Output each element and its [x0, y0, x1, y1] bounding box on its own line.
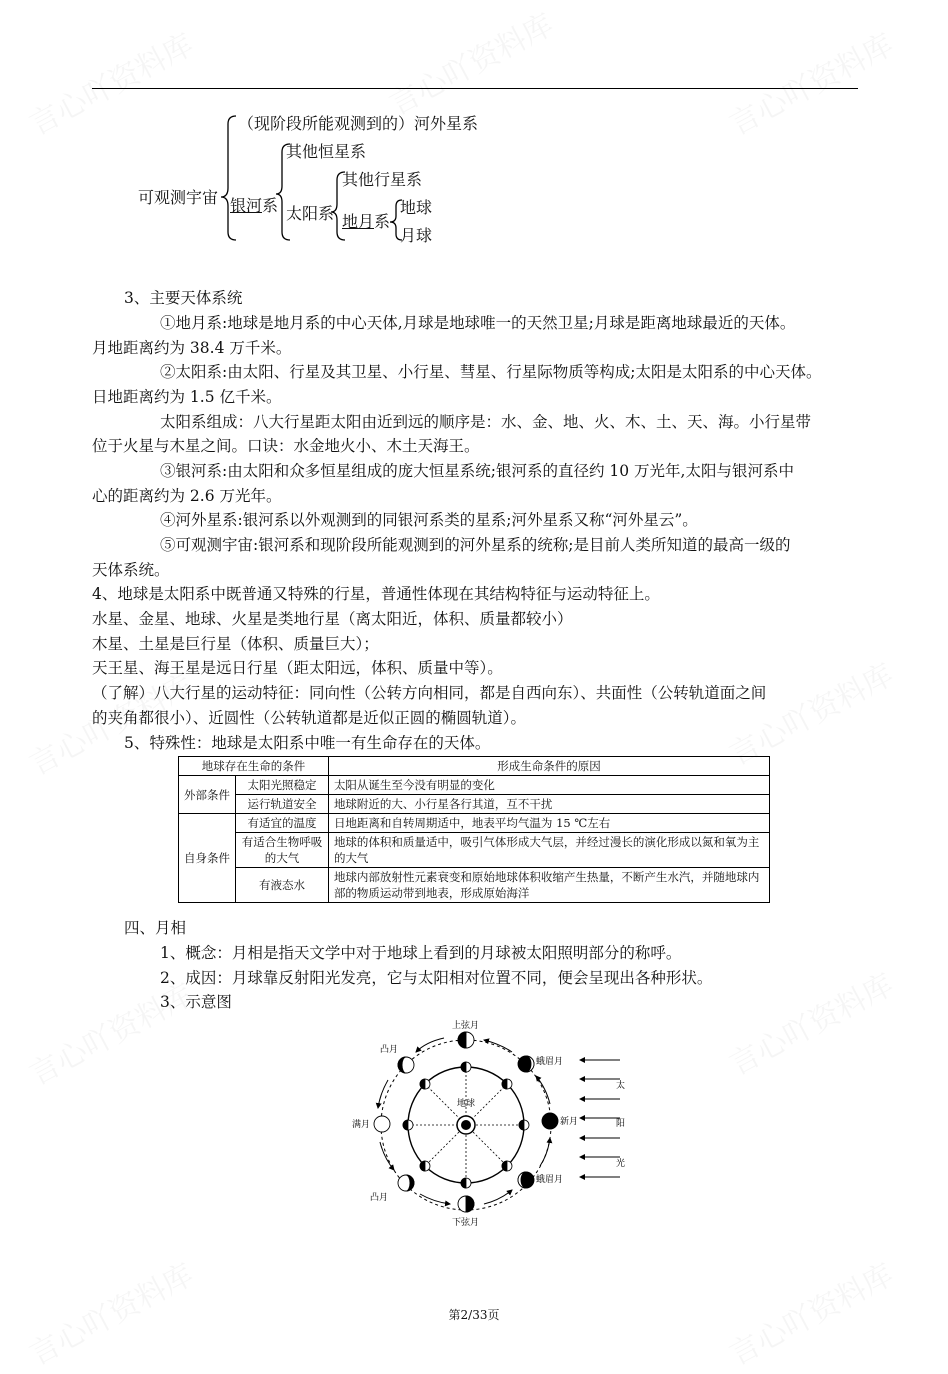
table-header-conditions: 地球存在生命的条件	[179, 757, 329, 776]
label-gibbous-top: 凸月	[380, 1045, 399, 1055]
universe-tree	[0, 0, 948, 260]
table-cell: 有适合生物呼吸的大气	[236, 833, 329, 868]
table-external-label: 外部条件	[179, 776, 236, 814]
page-number: 第2/33页	[448, 1308, 500, 1322]
earth-core	[461, 1120, 471, 1130]
table-cell: 运行轨道安全	[236, 795, 329, 814]
para-galaxy: ③银河系:由太阳和众多恒星组成的庞大恒星系统;银河系的直径约 10 万光年,太阳与银河系中	[160, 462, 794, 480]
para-galaxy-cont: 心的距离约为 2.6 万光年。	[92, 487, 282, 505]
line-giant: 木星、土星是巨行星（体积、质量巨大）；	[92, 635, 379, 653]
para-moon-cause: 2、成因：月球靠反射阳光发亮，它与太阳相对位置不同，便会呈现出各种形状。	[160, 969, 713, 987]
para-moon-concept: 1、概念：月相是指天文学中对于地球上看到的月球被太阳照明部分的称呼。	[160, 944, 682, 962]
tree-galaxy-suffix: 系	[262, 196, 279, 215]
earth-label: 地球	[457, 1099, 476, 1109]
tree-earthmoon-underlined: 地月	[342, 212, 375, 231]
tree-moon: 月球	[400, 226, 433, 245]
label-waxing-crescent: 蛾眉月	[536, 1057, 564, 1067]
section-4-title: 4、地球是太阳系中既普通又特殊的行星，普通性体现在其结构特征与运动特征上。	[92, 585, 660, 603]
label-last-quarter: 下弦月	[452, 1218, 480, 1228]
table-row	[179, 868, 770, 903]
tree-earthmoon-suffix: 系	[374, 212, 391, 231]
para-solar: ②太阳系:由太阳、行星及其卫星、小行星、彗星、行星际物质等构成;太阳是太阳系的中心天体。	[160, 363, 822, 381]
tree-other-stars: 其他恒星系	[286, 142, 367, 161]
table-row	[179, 814, 770, 833]
moon-phase-diagram	[340, 1020, 640, 1232]
section-moon-phase-title: 四、月相	[124, 919, 187, 937]
table-cell: 地球的体积和质量适中，吸引气体形成大气层，并经过漫长的演化形成以氮和氧为主的大气	[328, 833, 769, 868]
table-row	[179, 776, 770, 795]
moon-new	[542, 1113, 558, 1129]
table-self-label: 自身条件	[179, 814, 236, 903]
moon-waning-gibbous	[398, 1175, 414, 1191]
para-earth-moon-cont: 月地距离约为 38.4 万千米。	[92, 339, 292, 357]
tree-galaxy-underlined: 银河	[230, 196, 263, 215]
table-row	[179, 833, 770, 868]
para-solar-composition-cont: 位于火星与木星之间。口诀：水金地火小、木土天海王。	[92, 437, 480, 455]
moon-waning-crescent	[518, 1172, 534, 1188]
moon-full	[374, 1116, 390, 1132]
table-cell: 地球附近的大、小行星各行其道，互不干扰	[328, 795, 769, 814]
tree-earth: 地球	[400, 198, 433, 217]
tree-root: 可观测宇宙	[138, 188, 219, 207]
moon-last-quarter	[458, 1196, 474, 1212]
table-cell: 太阳光照稳定	[236, 776, 329, 795]
para-observable: ⑤可观测宇宙:银河系和现阶段所能观测到的河外星系的统称;是目前人类所知道的最高一级的	[160, 536, 791, 554]
section-5-title: 5、特殊性：地球是太阳系中唯一有生命存在的天体。	[124, 734, 491, 752]
label-new-moon: 新月	[560, 1117, 579, 1127]
moon-first-quarter	[458, 1032, 474, 1048]
table-header-reasons: 形成生命条件的原因	[328, 757, 769, 776]
tree-solar: 太阳系	[286, 204, 335, 223]
label-sun-2: 阳	[616, 1119, 626, 1129]
para-observable-cont: 天体系统。	[92, 561, 170, 579]
para-solar-composition: 太阳系组成：八大行星距太阳由近到远的顺序是：水、金、地、火、木、土、天、海。小行星带	[160, 413, 812, 431]
table-cell: 有液态水	[236, 868, 329, 903]
table-header-row	[179, 757, 770, 776]
tree-earthmoon	[342, 212, 390, 232]
moon-waxing-gibbous	[398, 1057, 414, 1073]
table-cell: 日地距离和自转周期适中，地表平均气温为 15 ℃左右	[328, 814, 769, 833]
para-earth-moon: ①地月系:地球是地月系的中心天体,月球是地球唯一的天然卫星;月球是距离地球最近的天体。	[160, 314, 796, 332]
sunlight-arrows	[580, 1060, 620, 1177]
table-cell: 有适宜的温度	[236, 814, 329, 833]
line-motion: （了解）八大行星的运动特征：同向性（公转方向相同，都是自西向东）、共面性（公转轨道面之间	[92, 684, 767, 702]
table-row	[179, 795, 770, 814]
label-full-moon: 满月	[352, 1120, 371, 1130]
line-ice-giant: 天王星、海王星是远日行星（距太阳远，体积、质量中等）。	[92, 659, 503, 677]
para-extragalactic: ④河外星系:银河系以外观测到的同银河系类的星系;河外星系又称“河外星云”。	[160, 511, 698, 529]
life-conditions-table	[178, 756, 770, 903]
section-3-title: 3、主要天体系统	[124, 289, 243, 307]
tree-galaxy	[230, 196, 278, 216]
para-solar-cont: 日地距离约为 1.5 亿千米。	[92, 388, 282, 406]
label-first-quarter: 上弦月	[452, 1021, 480, 1031]
table-cell: 地球内部放射性元素衰变和原始地球体积收缩产生热量，不断产生水汽，并随地球内部的物质运动带到地表，形成原始海洋	[328, 868, 769, 903]
moon-waxing-crescent	[518, 1056, 534, 1072]
label-sun-3: 光	[616, 1159, 626, 1169]
label-gibbous-bottom: 凸月	[370, 1193, 389, 1203]
tree-other-planets: 其他行星系	[342, 170, 423, 189]
tree-extragalactic: （现阶段所能观测到的）河外星系	[238, 114, 479, 133]
line-motion-cont: 的夹角都很小）、近圆性（公转轨道都是近似正圆的椭圆轨道）。	[92, 709, 527, 727]
label-sun-1: 太	[616, 1081, 626, 1091]
table-cell: 太阳从诞生至今没有明显的变化	[328, 776, 769, 795]
line-terrestrial: 水星、金星、地球、火星是类地行星（离太阳近，体积、质量都较小）	[92, 610, 573, 628]
para-moon-diagram-title: 3、示意图	[160, 993, 232, 1011]
label-waning-crescent: 蛾眉月	[536, 1175, 564, 1185]
